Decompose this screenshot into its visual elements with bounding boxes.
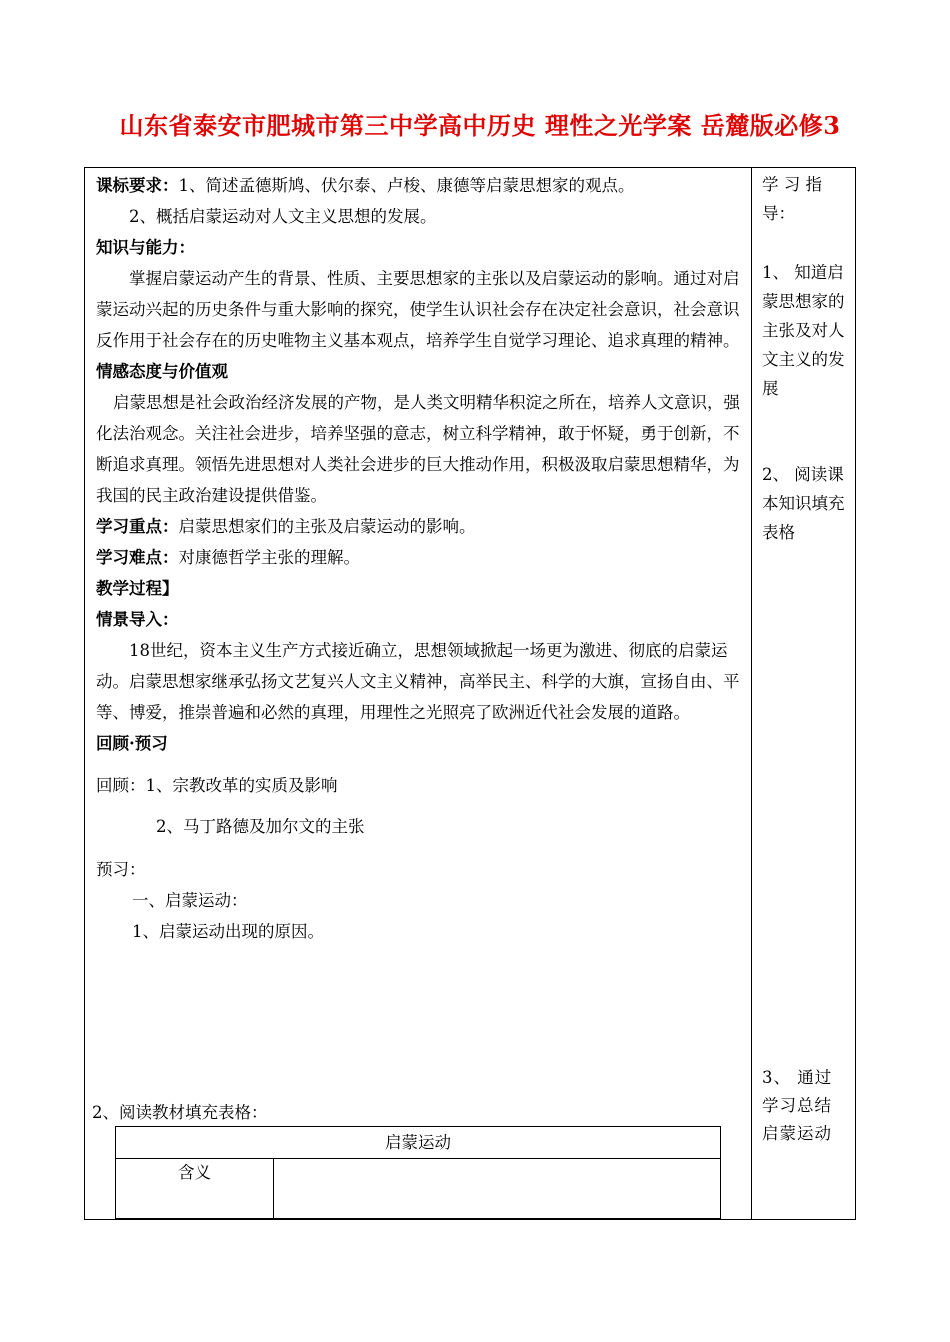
review-item-1: 回顾：1、宗教改革的实质及影响 (96, 776, 338, 795)
preview-item-1: 一、启蒙运动： (132, 891, 248, 910)
column-divider (751, 167, 752, 1220)
preview-item-2: 1、启蒙运动出现的原因。 (132, 922, 324, 941)
difficulty-line (96, 542, 746, 573)
difficulty-label: 学习难点： (96, 548, 179, 567)
intro-heading: 情景导入： (96, 610, 179, 629)
enlightenment-table (115, 1126, 721, 1219)
ability-text: 掌握启蒙运动产生的背景、性质、主要思想家的主张以及启蒙运动的影响。通过对启蒙运动兴起的历史条件与重大影响的探究，使学生认识社会存在决定社会意识，社会意识反作用于社会存在的历史唯物主义基本观点，培养学生自觉学习理论、追求真理的精神。 (96, 269, 740, 350)
table-row-label: 含义 (116, 1159, 274, 1218)
table-row-value (274, 1159, 720, 1218)
table-intro: 2、阅读教材填充表格： (92, 1103, 268, 1122)
requirement-line-1 (96, 170, 746, 201)
guide-title: 学 习 指 导： (762, 175, 822, 223)
key-point-line (96, 511, 746, 542)
key-point-text: 启蒙思想家们的主张及启蒙运动的影响。 (178, 517, 476, 536)
review-heading: 回顾·预习 (96, 734, 168, 753)
requirement-label: 课标要求： (96, 176, 179, 195)
key-point-label: 学习重点： (96, 517, 179, 536)
difficulty-text: 对康德哲学主张的理解。 (178, 548, 360, 567)
guide-item-1: 1、 知道启蒙思想家的主张及对人文主义的发展 (762, 263, 845, 398)
emotion-text: 启蒙思想是社会政治经济发展的产物，是人类文明精华积淀之所在，培养人文意识，强化法治观念。关注社会进步，培养坚强的意志，树立科学精神，敢于怀疑，勇于创新，不断追求真理。领悟先进思想对人类社会进步的巨大推动作用，积极汲取启蒙思想精华，为我国的民主政治建设提供借鉴。 (96, 393, 740, 505)
guide-item-3: 3、 通过学习总结启蒙运动 (762, 1068, 833, 1143)
preview-heading: 预习： (96, 860, 146, 879)
review-item-2: 2、马丁路德及加尔文的主张 (156, 817, 365, 836)
main-column (96, 170, 746, 947)
guide-item-2: 2、 阅读课本知识填充表格 (762, 465, 845, 542)
requirement-2: 2、概括启蒙运动对人文主义思想的发展。 (129, 207, 437, 226)
process-heading: 教学过程】 (96, 579, 179, 598)
ability-heading: 知识与能力： (96, 238, 195, 257)
requirement-1: 1、简述孟德斯鸠、伏尔泰、卢梭、康德等启蒙思想家的观点。 (178, 176, 635, 195)
intro-text: 18世纪，资本主义生产方式接近确立，思想领域掀起一场更为激进、彻底的启蒙运动。启蒙思想家继承弘扬文艺复兴人文主义精神，高举民主、科学的大旗，宣扬自由、平等、博爱，推崇普遍和必然的真理，用理性之光照亮了欧洲近代社会发展的道路。 (96, 641, 740, 722)
table-header: 启蒙运动 (116, 1127, 720, 1159)
emotion-heading: 情感态度与价值观 (96, 362, 228, 381)
document-title: 山东省泰安市肥城市第三中学高中历史 理性之光学案 岳麓版必修3 (119, 111, 841, 140)
